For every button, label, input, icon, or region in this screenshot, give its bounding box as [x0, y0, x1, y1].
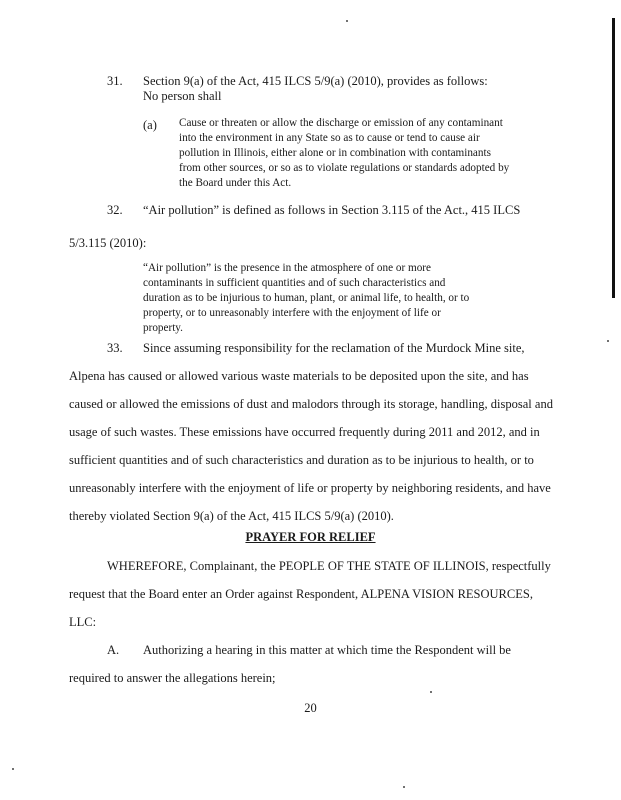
para32-quote-line: “Air pollution” is the presence in the atmosphere of one or more	[143, 262, 431, 274]
scan-speck	[403, 786, 405, 788]
para33-first-line: Since assuming responsibility for the reclamation of the Murdock Mine site,	[143, 341, 525, 355]
para31-sub-line: the Board under this Act.	[179, 177, 292, 189]
para33-line: unreasonably interfere with the enjoyment of life or property by neighboring residents, and have	[69, 481, 551, 495]
para31-sub-line: from other sources, or so as to violate regulations or standards adopted by	[179, 162, 510, 174]
para32-number: 32.	[107, 203, 123, 217]
prayer-item-a-line1: Authorizing a hearing in this matter at which time the Respondent will be	[143, 643, 511, 657]
prayer-item-a-label: A.	[107, 643, 120, 657]
prayer-item-a-line2: required to answer the allegations herein;	[69, 671, 276, 685]
para32-quote-line: duration as to be injurious to human, plant, or animal life, to health, or to	[143, 292, 470, 304]
page-number: 20	[304, 701, 317, 715]
scan-speck	[346, 20, 348, 22]
para31-sub-label: (a)	[143, 118, 157, 132]
para31-sub-line: pollution in Illinois, either alone or in combination with contaminants	[179, 147, 491, 159]
para31-sub-line: Cause or threaten or allow the discharge or emission of any contaminant	[179, 117, 503, 129]
para33-line: thereby violated Section 9(a) of the Act, 415 ILCS 5/9(a) (2010).	[69, 509, 394, 523]
para33-number: 33.	[107, 341, 123, 355]
prayer-first-line: WHEREFORE, Complainant, the PEOPLE OF THE STATE OF ILLINOIS, respectfully	[107, 559, 551, 573]
para31-sub-line: into the environment in any State so as to cause or tend to cause air	[179, 132, 480, 144]
para31-line2: No person shall	[143, 89, 222, 103]
scan-speck	[430, 691, 432, 693]
para33-line: usage of such wastes. These emissions have occurred frequently during 2011 and 2012, and in	[69, 425, 540, 439]
para33-line: caused or allowed the emissions of dust and malodors through its storage, handling, disposal and	[69, 397, 553, 411]
para33-line: sufficient quantities and of such characteristics and duration as to be injurious to health, or to	[69, 453, 534, 467]
prayer-line: request that the Board enter an Order against Respondent, ALPENA VISION RESOURCES,	[69, 587, 533, 601]
para32-line2: 5/3.115 (2010):	[69, 236, 147, 250]
para32-quote-line: property.	[143, 322, 183, 334]
para31-number: 31.	[107, 74, 123, 88]
para32-quote-line: property, or to unreasonably interfere with the enjoyment of life or	[143, 307, 441, 319]
para32-quote-line: contaminants in sufficient quantities and of such characteristics and	[143, 277, 446, 289]
scan-edge-bar	[612, 18, 615, 298]
para32-line1: “Air pollution” is defined as follows in Section 3.115 of the Act., 415 ILCS	[143, 203, 521, 217]
para31-line1: Section 9(a) of the Act, 415 ILCS 5/9(a) (2010), provides as follows:	[143, 74, 488, 88]
para33-line: Alpena has caused or allowed various waste materials to be deposited upon the site, and has	[69, 369, 529, 383]
scan-speck	[12, 768, 14, 770]
scan-speck	[607, 340, 609, 342]
prayer-heading: PRAYER FOR RELIEF	[245, 530, 376, 544]
prayer-line: LLC:	[69, 615, 97, 629]
